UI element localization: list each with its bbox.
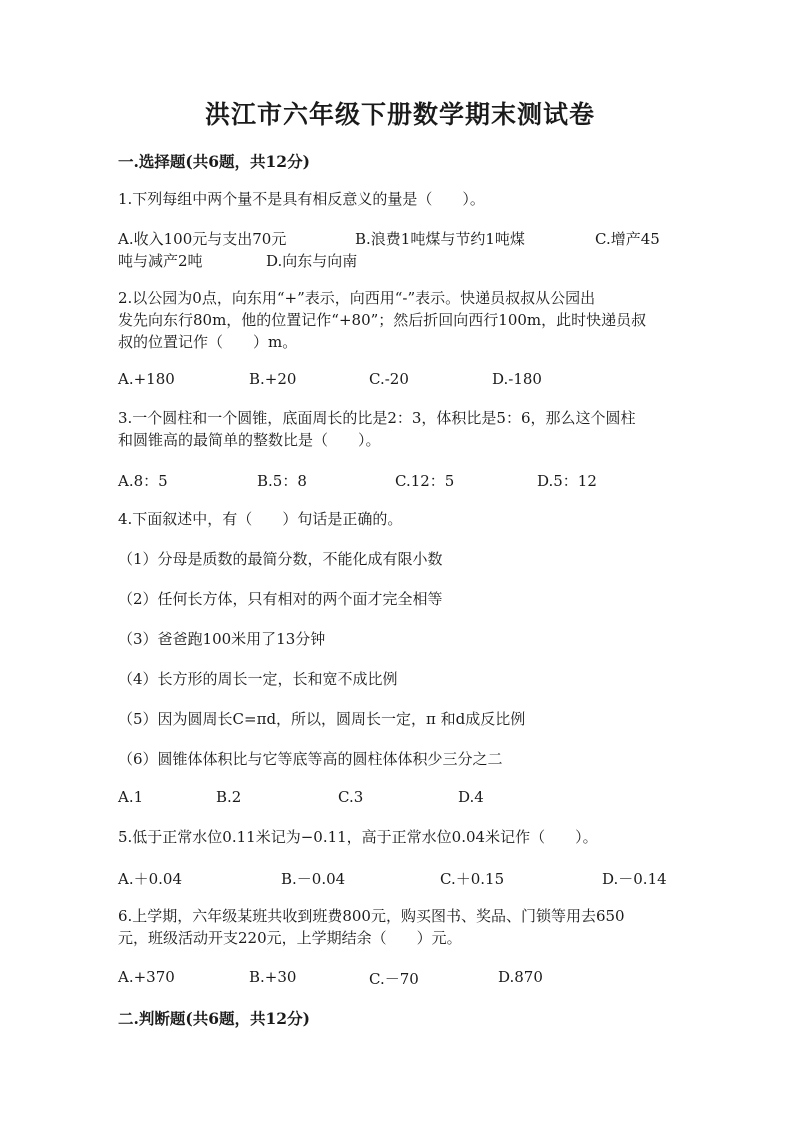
option-a[interactable]: A.+180 (118, 370, 175, 388)
question-4-options (118, 788, 698, 808)
option-d[interactable]: D.向东与向南 (266, 252, 358, 270)
stem-line: 发先向东行80m，他的位置记作“+80”；然后折回向西行100m，此时快递员叔 (118, 311, 647, 329)
stem-line: 3.一个圆柱和一个圆锥，底面周长的比是2：3，体积比是5：6，那么这个圆柱 (118, 409, 636, 427)
section-heading-choice: 一.选择题(共6题，共12分) (118, 152, 310, 171)
question-2-options (118, 370, 698, 390)
question-1-options (118, 228, 698, 272)
statement-5: （5）因为圆周长C=πd，所以，圆周长一定，π 和d成反比例 (118, 710, 526, 728)
section-heading-judgment: 二.判断题(共6题，共12分) (118, 1009, 310, 1028)
option-a[interactable]: A.收入100元与支出70元 (118, 230, 287, 248)
option-d[interactable]: D.4 (458, 788, 484, 806)
option-c[interactable]: C.增产45 (595, 230, 660, 248)
question-6-options (118, 968, 698, 988)
stem-line: 6.上学期，六年级某班共收到班费800元，购买图书、奖品、门锁等用去650 (118, 907, 625, 925)
stem-line: 和圆锥高的最简单的整数比是（ ）。 (118, 431, 381, 449)
question-5-stem: 5.低于正常水位0.11米记为−0.11，高于正常水位0.04米记作（ ）。 (118, 828, 598, 846)
question-3-stem (118, 407, 688, 451)
option-a[interactable]: A.＋0.04 (118, 870, 182, 888)
question-3-options (118, 470, 698, 490)
option-d[interactable]: D.870 (498, 968, 543, 986)
question-4-stem: 4.下面叙述中，有（ ）句话是正确的。 (118, 510, 403, 528)
option-c[interactable]: C.－70 (369, 970, 419, 988)
stem-line: 2.以公园为0点，向东用“+”表示，向西用“-”表示。快递员叔叔从公园出 (118, 289, 596, 307)
option-b[interactable]: B.5：8 (257, 472, 307, 490)
question-5-options (118, 868, 698, 888)
option-c[interactable]: C.12：5 (395, 472, 455, 490)
statement-3: （3）爸爸跑100米用了13分钟 (118, 630, 326, 648)
statement-4: （4）长方形的周长一定，长和宽不成比例 (118, 670, 398, 688)
option-d[interactable]: D.-180 (492, 370, 542, 388)
option-b[interactable]: B.+30 (249, 968, 297, 986)
option-a[interactable]: A.8：5 (118, 472, 168, 490)
option-b[interactable]: B.－0.04 (281, 870, 346, 888)
stem-line: 元，班级活动开支220元，上学期结余（ ）元。 (118, 929, 462, 947)
question-1-stem: 1.下列每组中两个量不是具有相反意义的量是（ ）。 (118, 190, 485, 208)
option-a[interactable]: A.1 (118, 788, 144, 806)
option-c-continued: 吨与减产2吨 (118, 252, 203, 270)
option-b[interactable]: B.浪费1吨煤与节约1吨煤 (355, 230, 525, 248)
statement-6: （6）圆锥体体积比与它等底等高的圆柱体体积少三分之二 (118, 750, 503, 768)
stem-line: 叔的位置记作（ ）m。 (118, 333, 298, 351)
statement-2: （2）任何长方体，只有相对的两个面才完全相等 (118, 590, 443, 608)
statement-1: （1）分母是质数的最简分数，不能化成有限小数 (118, 550, 443, 568)
option-c[interactable]: C.-20 (369, 370, 409, 388)
option-d[interactable]: D.5：12 (537, 472, 597, 490)
option-a[interactable]: A.+370 (118, 968, 175, 986)
option-d[interactable]: D.－0.14 (602, 870, 667, 888)
option-b[interactable]: B.2 (216, 788, 242, 806)
option-b[interactable]: B.+20 (249, 370, 297, 388)
option-c[interactable]: C.3 (338, 788, 364, 806)
page-title: 洪江市六年级下册数学期末测试卷 (204, 100, 595, 129)
option-c[interactable]: C.＋0.15 (440, 870, 505, 888)
question-2-stem (118, 287, 688, 353)
question-6-stem (118, 905, 688, 949)
